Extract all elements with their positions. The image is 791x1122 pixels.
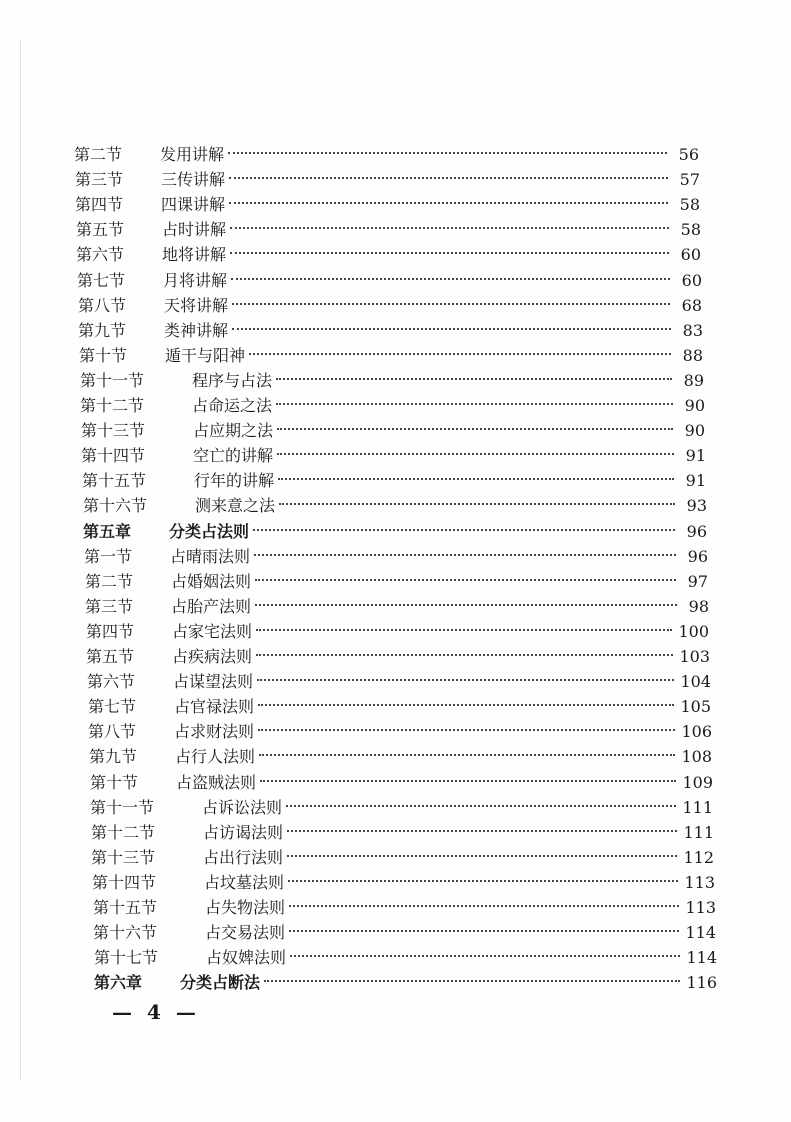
toc-section-number: 第十节 <box>90 773 139 792</box>
toc-section-number: 第十节 <box>79 346 128 365</box>
toc-row <box>76 218 701 242</box>
toc-entry-title: 占访谒法则 <box>203 823 284 842</box>
toc-section-number: 第八节 <box>88 722 137 741</box>
toc-page-number: 83 <box>682 321 703 340</box>
toc-entry-title: 占命运之法 <box>192 396 273 415</box>
dot-leader <box>276 378 672 380</box>
toc-section-number: 第一节 <box>84 547 133 566</box>
toc-entry-title: 占盗贼法则 <box>176 773 257 792</box>
toc-row <box>81 419 705 443</box>
toc-page-number: 106 <box>681 722 712 741</box>
dot-leader <box>276 403 673 405</box>
dot-leader <box>278 478 674 480</box>
toc-page-number: 89 <box>683 371 704 390</box>
toc-entry-title: 占行人法则 <box>175 747 256 766</box>
dot-leader <box>249 353 671 355</box>
dot-leader <box>289 905 679 907</box>
toc-entry-title: 占疾病法则 <box>172 647 253 666</box>
toc-page-number: 96 <box>687 547 708 566</box>
toc-page-number: 58 <box>680 220 701 239</box>
toc-page-number: 112 <box>683 848 714 867</box>
toc-entry-title: 占坟墓法则 <box>204 873 285 892</box>
dot-leader <box>256 629 672 631</box>
toc-row <box>88 695 711 719</box>
toc-row <box>93 921 716 945</box>
dot-leader <box>232 328 671 330</box>
dot-leader <box>277 453 674 455</box>
toc-row <box>76 243 701 267</box>
dot-leader <box>228 152 667 154</box>
toc-section-number: 第六节 <box>87 672 136 691</box>
toc-row <box>77 269 702 293</box>
dot-leader <box>288 880 678 882</box>
toc-section-number: 第二节 <box>85 572 134 591</box>
toc-row <box>90 796 713 820</box>
toc-section-number: 第五节 <box>86 647 135 666</box>
toc-page-number: 68 <box>681 296 702 315</box>
toc-row <box>85 570 708 594</box>
toc-entry-title: 分类占断法 <box>180 973 261 992</box>
dot-leader <box>287 855 677 857</box>
toc-page-number: 113 <box>685 898 716 917</box>
toc-section-number: 第十六节 <box>93 923 158 942</box>
dot-leader <box>277 428 673 430</box>
toc-page-number: 60 <box>680 245 701 264</box>
toc-row <box>78 294 702 318</box>
toc-entry-title: 天将讲解 <box>164 296 229 315</box>
dot-leader <box>279 503 675 505</box>
toc-page-number: 100 <box>678 622 709 641</box>
toc-page-number: 57 <box>679 170 700 189</box>
toc-page-number: 88 <box>682 346 703 365</box>
toc-section-number: 第四节 <box>75 195 124 214</box>
dot-leader <box>259 754 675 756</box>
toc-page-number: 93 <box>686 496 707 515</box>
toc-row <box>85 595 709 619</box>
toc-row <box>87 670 711 694</box>
toc-page-number: 105 <box>680 697 711 716</box>
dot-leader <box>286 805 676 807</box>
toc-section-number: 第十二节 <box>80 396 145 415</box>
toc-section-number: 第十三节 <box>81 421 146 440</box>
toc-page-number: 104 <box>680 672 711 691</box>
dot-leader <box>254 554 676 556</box>
toc-section-number: 第十五节 <box>82 471 147 490</box>
toc-section-number: 第三节 <box>75 170 124 189</box>
toc-page-number: 114 <box>686 948 717 967</box>
toc-page-number: 60 <box>681 271 702 290</box>
toc-entry-title: 占诉讼法则 <box>202 798 283 817</box>
toc-page-number: 96 <box>686 522 707 541</box>
toc-chapter-number: 第六章 <box>94 973 143 992</box>
toc-entry-title: 占交易法则 <box>205 923 286 942</box>
toc-page-number: 111 <box>682 798 713 817</box>
toc-entry-title: 行年的讲解 <box>194 471 275 490</box>
toc-row <box>88 720 712 744</box>
dot-leader <box>232 303 670 305</box>
toc-entry-title: 测来意之法 <box>195 496 276 515</box>
toc-row <box>75 168 700 192</box>
toc-entry-title: 遁干与阳神 <box>165 346 246 365</box>
toc-page-number: 103 <box>679 647 710 666</box>
dot-leader <box>289 930 679 932</box>
toc-page-number: 114 <box>685 923 716 942</box>
toc-row <box>90 771 713 795</box>
dot-leader <box>260 780 676 782</box>
toc-entry-title: 占应期之法 <box>193 421 274 440</box>
toc-section-number: 第四节 <box>86 622 135 641</box>
toc-entry-title: 占家宅法则 <box>172 622 253 641</box>
toc-page-number: 90 <box>684 421 705 440</box>
toc-section-number: 第九节 <box>78 321 127 340</box>
toc-section-number: 第十三节 <box>91 848 156 867</box>
toc-row <box>79 344 703 368</box>
toc-row <box>80 394 705 418</box>
dot-leader <box>229 202 668 204</box>
toc-chapter-number: 第五章 <box>83 522 132 541</box>
dot-leader <box>256 654 673 656</box>
toc-section-number: 第五节 <box>76 220 125 239</box>
dot-leader <box>255 604 677 606</box>
dot-leader <box>230 227 669 229</box>
toc-entry-title: 占婚姻法则 <box>171 572 252 591</box>
toc-section-number: 第十六节 <box>83 496 148 515</box>
toc-page-number: 97 <box>687 572 708 591</box>
toc-entry-title: 占时讲解 <box>162 220 227 239</box>
toc-entry-title: 发用讲解 <box>160 145 225 164</box>
toc-row <box>82 469 706 493</box>
toc-chapter-row <box>94 971 717 995</box>
toc-page-number: 116 <box>686 973 717 992</box>
toc-section-number: 第十一节 <box>80 371 145 390</box>
toc-page-number: 91 <box>685 446 706 465</box>
toc-entry-title: 占失物法则 <box>205 898 286 917</box>
toc-page-number: 111 <box>683 823 714 842</box>
toc-row <box>86 645 710 669</box>
toc-section-number: 第十二节 <box>91 823 156 842</box>
toc-page-number: 58 <box>679 195 700 214</box>
toc-row <box>78 319 703 343</box>
toc-page-number: 108 <box>681 747 712 766</box>
toc-entry-title: 占官禄法则 <box>174 697 255 716</box>
toc-section-number: 第十五节 <box>93 898 158 917</box>
toc-page-number: 91 <box>685 471 706 490</box>
dot-leader <box>257 679 674 681</box>
page-number-footer: — 4 — <box>112 1000 200 1024</box>
toc-section-number: 第十一节 <box>90 798 155 817</box>
toc-entry-title: 分类占法则 <box>169 522 250 541</box>
toc-entry-title: 占晴雨法则 <box>170 547 251 566</box>
toc-chapter-row <box>83 520 707 544</box>
dot-leader <box>258 729 675 731</box>
toc-entry-title: 四课讲解 <box>161 195 226 214</box>
toc-row <box>83 494 707 518</box>
dot-leader <box>229 177 668 179</box>
toc-entry-title: 占谋望法则 <box>173 672 254 691</box>
toc-page-number: 90 <box>684 396 705 415</box>
toc-section-number: 第七节 <box>88 697 137 716</box>
dot-leader <box>290 955 680 957</box>
toc-entry-title: 占奴婢法则 <box>206 948 287 967</box>
dot-leader <box>230 252 669 254</box>
toc-page-number: 98 <box>688 597 709 616</box>
toc-row <box>91 821 714 845</box>
toc-entry-title: 占求财法则 <box>174 722 255 741</box>
toc-row <box>74 143 699 167</box>
toc-row <box>81 444 706 468</box>
dot-leader <box>231 278 670 280</box>
toc-row <box>84 545 708 569</box>
dot-leader <box>258 704 674 706</box>
toc-page-number: 109 <box>682 773 713 792</box>
dot-leader <box>264 980 680 982</box>
toc-row <box>89 745 712 769</box>
toc-section-number: 第八节 <box>78 296 127 315</box>
dot-leader <box>287 830 677 832</box>
toc-row <box>92 871 715 895</box>
toc-section-number: 第九节 <box>89 747 138 766</box>
toc-section-number: 第十四节 <box>81 446 146 465</box>
toc-row <box>91 846 714 870</box>
toc-entry-title: 程序与占法 <box>192 371 273 390</box>
dot-leader <box>253 529 675 531</box>
toc-entry-title: 空亡的讲解 <box>193 446 274 465</box>
toc-row <box>93 896 716 920</box>
toc-section-number: 第二节 <box>74 145 123 164</box>
toc-section-number: 第七节 <box>77 271 126 290</box>
toc-entry-title: 占胎产法则 <box>171 597 252 616</box>
toc-page-number: 56 <box>678 145 699 164</box>
toc-entry-title: 月将讲解 <box>163 271 228 290</box>
toc-row <box>94 946 717 970</box>
toc-entry-title: 占出行法则 <box>203 848 284 867</box>
toc-section-number: 第十七节 <box>94 948 159 967</box>
toc-section-number: 第三节 <box>85 597 134 616</box>
toc-section-number: 第六节 <box>76 245 125 264</box>
toc-entry-title: 地将讲解 <box>162 245 227 264</box>
toc-row <box>86 620 709 644</box>
toc-row <box>75 193 700 217</box>
toc-section-number: 第十四节 <box>92 873 157 892</box>
toc-entry-title: 三传讲解 <box>161 170 226 189</box>
toc-row <box>80 369 704 393</box>
dot-leader <box>255 579 676 581</box>
toc-page-number: 113 <box>684 873 715 892</box>
toc-entry-title: 类神讲解 <box>164 321 229 340</box>
